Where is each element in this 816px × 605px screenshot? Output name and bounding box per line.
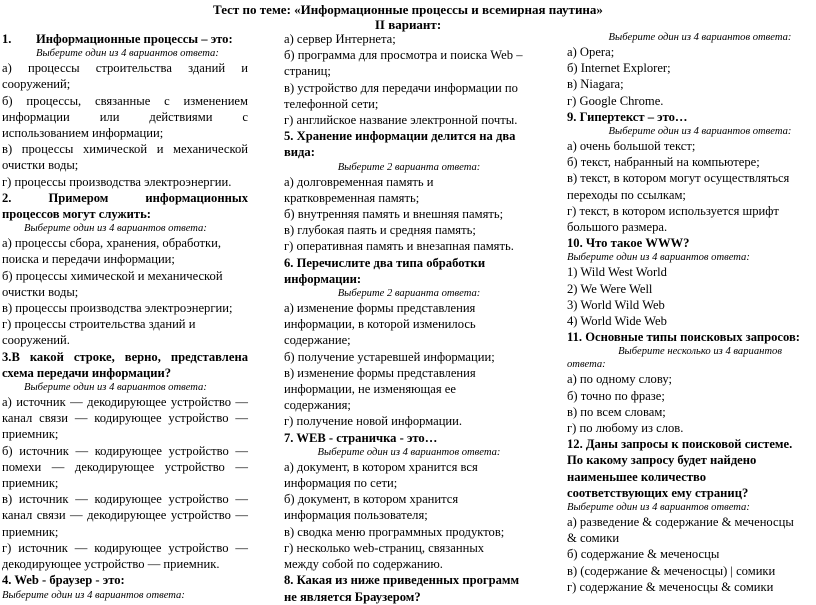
question-10: 10. Что такое WWW? (567, 236, 690, 251)
answer-line: б) внутренняя память и внешняя память; (284, 207, 504, 222)
answer-line: информации, не изменяющая ее (284, 382, 456, 397)
answer-line: информации или действиями с (2, 109, 248, 124)
answer-line: 2) We Were Well (567, 281, 653, 296)
question-9-instruction: Выберите один из 4 вариантов ответа: (608, 126, 792, 138)
answer-line: б) процессы, связанные с изменением (2, 93, 248, 108)
question-6: 6. Перечислите два типа обработки (284, 255, 486, 270)
answer-line: г) оперативная память и внезапная память. (284, 239, 514, 254)
answer-line: кратковременная память; (284, 190, 420, 205)
answer-line: а) сервер Интернета; (284, 32, 396, 46)
question-12-instruction: Выберите один из 4 вариантов ответа: (567, 502, 750, 514)
test-title: Тест по теме: «Информационные процессы и всемирная паутина» (213, 2, 603, 17)
answer-line: содержания; (284, 398, 351, 413)
answer-line: а) источник — декодирующее устройство — (2, 395, 248, 410)
question-1-number: 1. (2, 32, 12, 46)
question-11-instruction-cont: ответа: (567, 359, 606, 371)
answer-line: в) глубокая паять и средняя память; (284, 223, 476, 238)
question-2-cont: процессов могут служить: (2, 207, 151, 222)
question-6-instruction: Выберите 2 варианта ответа: (337, 288, 481, 300)
question-12-cont: По какому запросу будет найдено (567, 453, 757, 468)
answer-line: в) Niagara; (567, 77, 624, 92)
answer-line: в) источник — кодирующее устройство — (2, 492, 248, 507)
question-5-cont: вида: (284, 145, 315, 160)
question-12: 12. Даны запросы к поисковой системе. (567, 437, 793, 452)
answer-line: г) по любому из слов. (567, 421, 684, 436)
answer-line: а) по одному слову; (567, 372, 672, 387)
answer-line: 4) World Wide Web (567, 314, 667, 329)
answer-line: содержание; (284, 333, 351, 348)
question-1-text: Информационные процессы – это: (36, 32, 233, 46)
question-12-cont: соответствующих ему страниц? (567, 485, 749, 500)
answer-line: приемник; (2, 427, 59, 442)
answer-line: в) текст, в котором могут осуществляться (567, 171, 790, 186)
question-7-instruction: Выберите один из 4 вариантов ответа: (317, 446, 501, 458)
answer-line: большого размера. (567, 220, 668, 235)
answer-line: а) Opera; (567, 45, 615, 59)
answer-line: г) получение новой информации. (284, 414, 463, 429)
answer-line: помехи — декодирующее устройство — (2, 459, 248, 474)
answer-line: в) сводка меню программных продуктов; (284, 524, 505, 539)
answer-line: б) документ, в котором хранится (284, 492, 459, 507)
answer-line: использованием информации; (2, 126, 164, 141)
question-5-instruction: Выберите 2 варианта ответа: (337, 161, 481, 173)
question-3: 3.В какой строке, верно, представлена (2, 349, 248, 364)
answer-line: б) Internet Explorer; (567, 61, 671, 76)
answer-line: & сомики (567, 531, 620, 546)
answer-line: г) английское название электронной почты. (284, 113, 518, 128)
answer-line: канал связи — декодирующее устройство — (2, 508, 248, 523)
question-8-instruction: Выберите один из 4 вариантов ответа: (608, 32, 792, 43)
column-left (2, 31, 248, 602)
answer-line: б) получение устаревшей информации; (284, 349, 495, 364)
answer-line: г) несколько web-страниц, связанных (284, 540, 485, 555)
answer-line: б) процессы химической и механической (2, 268, 223, 283)
answer-line: а) долговременная память и (284, 174, 434, 189)
question-4-instruction: Выберите один из 4 вариантов ответа: (2, 589, 185, 601)
answer-line: декодирующее устройство — приемник. (2, 557, 220, 572)
answer-line: приемник; (2, 524, 59, 539)
answer-line: 3) World Wild Web (567, 297, 665, 312)
answer-line: переходы по ссылкам; (567, 187, 686, 202)
answer-line: а) изменение формы представления (284, 301, 476, 316)
answer-line: г) источник — кодирующее устройство — (2, 540, 248, 555)
answer-line: сооружений. (2, 333, 70, 348)
question-3-cont: схема передачи информации? (2, 365, 172, 380)
answer-line: г) Google Chrome. (567, 93, 664, 108)
question-1-instruction: Выберите один из 4 вариантов ответа: (36, 48, 219, 60)
answer-line: б) источник — кодирующее устройство — (2, 443, 248, 458)
column-right (567, 31, 813, 595)
question-7: 7. WEB - страничка - это… (284, 430, 438, 445)
answer-line: в) (содержание & меченосцы) | сомики (567, 563, 776, 578)
answer-line: б) текст, набранный на компьютере; (567, 155, 760, 170)
answer-line: а) разведение & содержание & меченосцы (567, 515, 794, 530)
answer-line: б) точно по фразе; (567, 388, 665, 403)
question-8-cont: не является Браузером? (284, 589, 421, 604)
answer-line: г) содержание & меченосцы & сомики (567, 579, 774, 594)
answer-line: а) очень большой текст; (567, 139, 696, 154)
answer-line: информация по сети; (284, 476, 398, 491)
answer-line: 1) Wild West World (567, 265, 667, 280)
question-9: 9. Гипертекст – это… (567, 109, 688, 124)
question-6-cont: информации: (284, 271, 362, 286)
answer-line: очистки воды; (2, 284, 79, 299)
question-1 (2, 31, 248, 47)
answer-line: а) процессы сбора, хранения, обработки, (2, 236, 222, 251)
answer-line: в) по всем словам; (567, 404, 666, 419)
question-8: 8. Какая из ниже приведенных программ (284, 573, 520, 588)
question-3-instruction: Выберите один из 4 вариантов ответа: (24, 382, 207, 394)
answer-line: страниц; (284, 64, 331, 79)
answer-line: сооружений; (2, 77, 71, 92)
answer-line: г) процессы строительства зданий и (2, 317, 196, 332)
question-4: 4. Web - браузер - это: (2, 573, 125, 588)
question-11: 11. Основные типы поисковых запросов: (567, 330, 800, 345)
answer-line: а) документ, в котором хранится вся (284, 459, 478, 474)
question-2-instruction: Выберите один из 4 вариантов ответа: (24, 223, 207, 235)
answer-line: телефонной сети; (284, 96, 379, 111)
answer-line: информация пользователя; (284, 508, 428, 523)
answer-line: очистки воды; (2, 158, 79, 173)
variant-label: II вариант: (374, 17, 442, 32)
question-11-instruction: Выберите несколько из 4 вариантов (618, 346, 782, 358)
answer-line: в) процессы химической и механической (2, 142, 248, 157)
answer-line: между собой по содержанию. (284, 557, 443, 572)
answer-line: в) устройство для передачи информации по (284, 80, 518, 95)
answer-line: г) процессы производства электроэнергии. (2, 174, 232, 189)
question-5: 5. Хранение информации делится на два (284, 129, 516, 144)
question-10-instruction: Выберите один из 4 вариантов ответа: (567, 252, 750, 264)
answer-line: а) процессы строительства зданий и (2, 61, 248, 76)
answer-line: в) изменение формы представления (284, 365, 476, 380)
answer-line: канал связи — кодирующее устройство — (2, 411, 248, 426)
answer-line: поиска и передачи информации; (2, 252, 175, 267)
answer-line: информации, в которой изменилось (284, 317, 476, 332)
answer-line: приемник; (2, 476, 59, 491)
answer-line: б) содержание & меченосцы (567, 547, 720, 562)
answer-line: г) текст, в котором используется шрифт (567, 203, 779, 218)
question-2: 2. Примером информационных (2, 190, 248, 205)
question-12-cont: наименьшее количество (567, 469, 707, 484)
column-middle (284, 31, 534, 605)
answer-line: б) программа для просмотра и поиска Web – (284, 48, 523, 63)
answer-line: в) процессы производства электроэнергии; (2, 301, 233, 316)
